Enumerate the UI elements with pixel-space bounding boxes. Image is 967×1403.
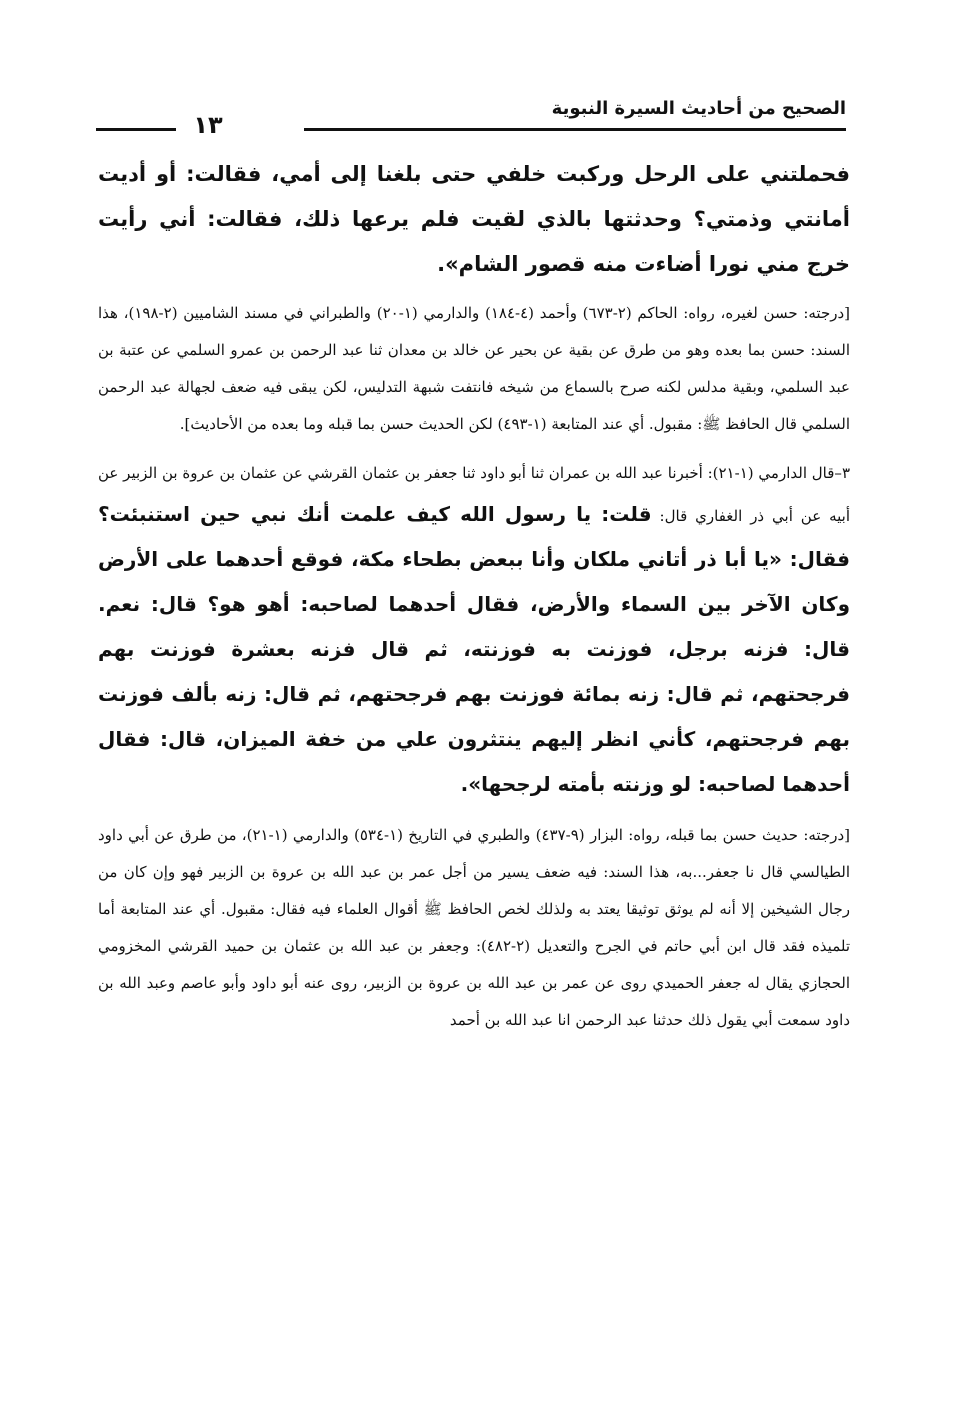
running-header	[96, 94, 846, 138]
grading-note-1: [درجته: حسن لغيره، رواه: الحاكم (٢-٦٧٣) وأحمد (٤-١٨٤) والدارمي (١-٢٠) والطبراني في مسند الشاميين (٢-١٩٨)، هذا السند: حسن بما بعده وهو من طرق عن بقية عن بحير عن خالد بن معدان ثنا عبد الرحمن بن عمرو السلمي عن عتبة بن عبد السلمي، وبقية مدلس لكنه صرح بالسماع من شيخه فانتفت شبهة التدليس، لكن يبقى فيه ضعف لجهالة عبد الرحمن السلمي قال الحافظ ﷺ: مقبول. أي عند المتابعة (١-٤٩٣) لكن الحديث حسن بما قبله وما بعده من الأحاديث].	[98, 304, 850, 433]
hadith-matn: قلت: يا رسول الله كيف علمت أنك نبي حين استنبئت؟ فقال: «يا أبا ذر أتاني ملكان وأنا ببعض بطحاء مكة، فوقع أحدهما على الأرض وكان الآخر بين السماء والأرض، فقال أحدهما لصاحبه: أهو هو؟ قال: نعم. قال: فزنه برجل، فوزنت به فوزنته، ثم قال فزنه بعشرة فوزنت بهم فرجحتهم، ثم قال: زنه بمائة فوزنت بهم فرجحتهم، ثم قال: زنه بألف فوزنت بهم فرجحتهم، كأني انظر إليهم ينتثرون علي من خفة الميزان، قال: فقال أحدهما لصاحبه: لو وزنته بأمته لرجحها».	[98, 502, 850, 796]
book-title: الصحيح من أحاديث السيرة النبوية	[551, 98, 846, 119]
page-number: ١٣	[193, 111, 223, 139]
hadith-text-continued: فحملتني على الرحل وركبت خلفي حتى بلغنا إلى أمي، فقالت: أو أديت أمانتي وذمتي؟ وحدثتها بالذي لقيت فلم يرعها ذلك، فقالت: أني رأيت خرج مني نورا أضاءت منه قصور الشام».	[98, 162, 850, 276]
page-body	[98, 152, 850, 1039]
hadith-narration-3	[98, 455, 850, 807]
isnad-chain: ٣–قال الدارمي (١-٢١): أخبرنا عبد الله بن عمران ثنا أبو داود ثنا جعفر بن عثمان القرشي عن عثمان بن عروة بن الزبير عن أبيه عن أبي ذر الغفاري قال:	[98, 464, 850, 525]
header-rule	[304, 128, 846, 131]
grading-note-2: [درجته: حديث حسن بما قبله، رواه: البزار (٩-٤٣٧) والطبري في التاريخ (١-٥٣٤) والدارمي (١-٢١)، من طرق عن أبي داود الطيالسي قال نا جعفر...به، هذا السند: فيه ضعف يسير من أجل عمر بن عبد الله بن عروة بن الزبير فهو وإن كان من رجال الشيخين إلا أنه لم يوثق توثيقا يعتد به ولذلك لخص الحافظ ﷺ أقوال العلماء فيه فقال: مقبول. أي عند المتابعة أما تلميذه فقد قال ابن أبي حاتم في الجرح والتعديل (٢-٤٨٢): وجعفر بن عبد الله بن عثمان بن حميد القرشي المخزومي الحجازي يقال له جعفر الحميدي روى عن عمر بن عبد الله بن عروة بن الزبير، روى عنه أبو داود وأبو عاصم وعبد الله بن داود سمعت أبي يقول ذلك حدثنا عبد الرحمن انا عبد الله بن أحمد	[98, 826, 851, 1029]
header-rule-short	[96, 128, 176, 131]
